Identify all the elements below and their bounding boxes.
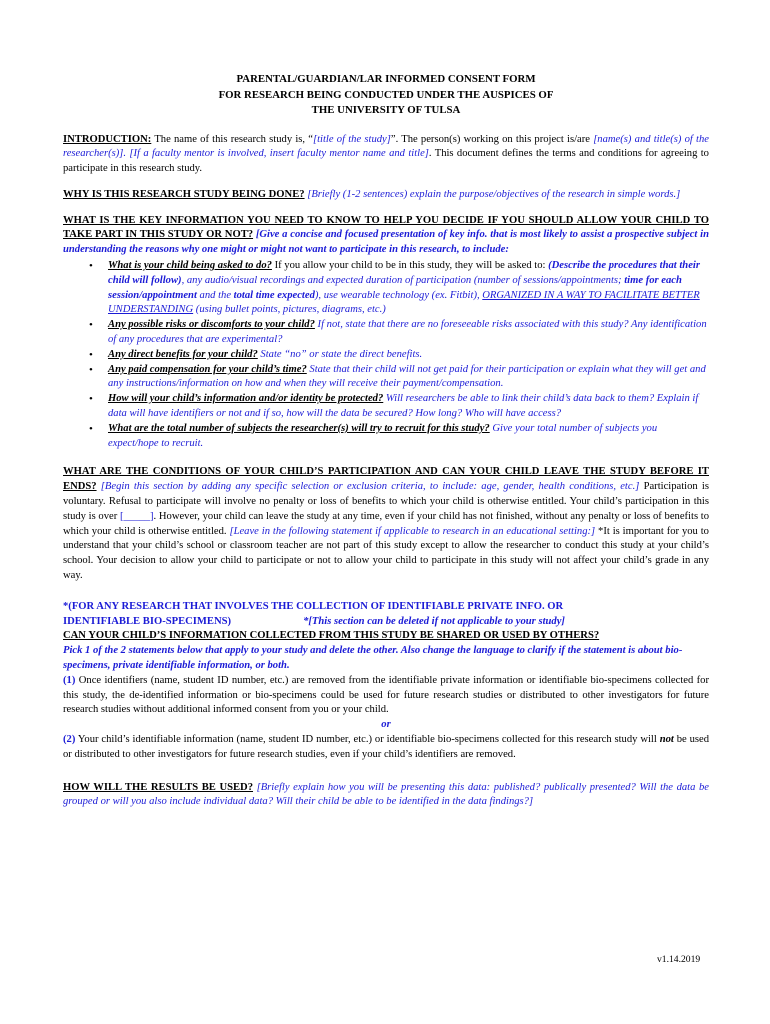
bullet-icon: •: [89, 260, 93, 273]
consent-form-page: [63, 72, 709, 810]
sharing-option-1: [63, 674, 709, 718]
bullet-icon: •: [89, 422, 93, 435]
bullet-instruction: , any audio/visual recordings and expected duration of participation (number of sessions/appointments;: [181, 274, 625, 286]
mentor-placeholder: [If a faculty mentor is involved, insert faculty mentor name and title]: [129, 148, 429, 160]
conditions-instruction-1: [Begin this section by adding any specific selection or exclusion criteria, to include: age, gender, health conditions, etc.]: [96, 481, 640, 493]
bullet-instruction: (using bullet points, pictures, diagrams, etc.): [193, 304, 386, 316]
option-1-number: (1): [63, 674, 76, 686]
intro-text-1: The name of this research study is, “: [151, 133, 313, 145]
bullet-instruction: Will researchers be able to link their child’s data back to them? Explain if data will have identifiers or not and if so, how will the data be secured? How long? Who will have access?: [108, 393, 699, 420]
bullet-instruction: If not, state that there are no foreseeable risks associated with this study? Any identification of any procedures that are experimental?: [108, 319, 707, 346]
bullet-question: Any paid compensation for your child’s time?: [108, 363, 307, 375]
sharing-heading: CAN YOUR CHILD’S INFORMATION COLLECTED FROM THIS STUDY BE SHARED OR USED BY OTHERS?: [63, 630, 600, 642]
list-item: [89, 318, 709, 348]
title-line-2: FOR RESEARCH BEING CONDUCTED UNDER THE AUSPICES OF: [218, 88, 554, 101]
intro-text-2: ”. The person(s) working on this project is/are: [390, 133, 594, 145]
title-line-3: THE UNIVERSITY OF TULSA: [311, 104, 461, 116]
option-2-text-1: Your child’s identifiable information (name, student ID number, etc.) or identifiable bio-specimens collected for this research study will: [75, 733, 660, 745]
bullet-instruction: time for each session/appointment: [108, 274, 682, 301]
biospecimen-note-line-2a: IDENTIFIABLE BIO-SPECIMENS): [63, 615, 232, 627]
version-label: v1.14.2019: [657, 954, 701, 965]
introduction-heading: INTRODUCTION:: [63, 133, 152, 145]
bullet-icon: •: [89, 393, 93, 406]
bullet-instruction: (Describe the procedures that their child will follow): [108, 260, 700, 286]
bullet-text: If you allow your child to be in this study, they will be asked to:: [271, 260, 549, 272]
option-2-number: (2): [63, 733, 76, 745]
bullet-icon: •: [89, 319, 93, 332]
biospecimen-delete-note: *[This section can be deleted if not applicable to your study]: [303, 615, 565, 627]
bullet-icon: •: [89, 363, 93, 376]
conditions-text-2: . However, your child can leave the study at any time, even if your child has not finished, without any penalty or loss of benefits to which your child is otherwise entitled.: [63, 510, 710, 537]
why-section: [63, 188, 709, 203]
conditions-section: [63, 465, 709, 583]
bullet-instruction: total time expected: [233, 289, 315, 301]
introduction-section: [63, 133, 709, 177]
form-title: [63, 72, 709, 119]
key-info-heading: WHAT IS THE KEY INFORMATION YOU NEED TO KNOW TO HELP YOU DECIDE IF YOU SHOULD ALLOW YOUR CHILD TO TAKE PART IN THIS STUDY OR NOT?: [63, 214, 709, 241]
option-1-text: Once identifiers (name, student ID number, etc.) are removed from the identifiable private information or identifiable bio-specimens collected for this study, the de-identified information or bio-specimens could be used for future research studies or distributed to other investigators for future research studies without additional informed consent from you or your child.: [63, 674, 709, 716]
key-info-list: [63, 259, 709, 451]
option-2-text-2: be used or distributed to other investigators for future research studies, even if your child’s identifiers are removed.: [63, 733, 709, 760]
option-2-not: not: [659, 733, 674, 745]
bullet-instruction: ), use wearable technology (ex. Fitbit),: [314, 289, 483, 301]
bullet-question: What is your child being asked to do?: [108, 260, 272, 272]
why-instruction: [Briefly (1-2 sentences) explain the purpose/objectives of the research in simple words.]: [304, 188, 681, 200]
key-info-instruction: [Give a concise and focused presentation of key info. that is most likely to assist a prospective subject in understanding the reasons why one might or might not want to participate in this research, to include:: [63, 229, 709, 256]
study-title-placeholder: [title of the study]: [312, 133, 391, 145]
bullet-instruction: State “no” or state the direct benefits.: [257, 348, 423, 360]
key-info-section: [63, 214, 709, 452]
biospecimen-section: [63, 600, 709, 763]
bullet-question: What are the total number of subjects the researcher(s) will try to recruit for this study?: [108, 422, 490, 434]
sharing-instruction: Pick 1 of the 2 statements below that apply to your study and delete the other. Also change the language to clarify if the statement is about bio-specimens, private identifiable information, or both.: [63, 645, 683, 671]
conditions-text-3: *It is important for you to understand that your child’s school or classroom teacher are not part of this study except to allow the researcher to conduct this study at your child’s school. Your decision to allow your child to participate or not to allow your child to participate in this study will not affect your child’s grade in any way.: [63, 525, 709, 582]
bullet-question: Any possible risks or discomforts to your child?: [108, 319, 315, 331]
bullet-instruction: ORGANIZED IN A WAY TO FACILITATE BETTER UNDERSTANDING: [108, 289, 700, 316]
bullet-question: How will your child’s information and/or identity be protected?: [108, 393, 384, 405]
sharing-option-2: [63, 733, 709, 763]
results-instruction: [Briefly explain how you will be presenting this data: published? publically presented? Will the data be grouped or will you also include individual data? Will their child be able to be identified in the data findings?]: [63, 781, 709, 808]
list-item: [89, 259, 709, 318]
conditions-text-1: Participation is voluntary. Refusal to participate will involve no penalty or loss of benefits to which your child is otherwise entitled. Your child’s participation in this study is over: [63, 481, 709, 522]
duration-blank: [_____]: [119, 510, 154, 522]
list-item: [89, 348, 709, 363]
biospecimen-note-line-2: [63, 615, 709, 630]
intro-text-4: . This document defines the terms and conditions for agreeing to participate in this research study.: [63, 148, 709, 175]
why-heading: WHY IS THIS RESEARCH STUDY BEING DONE?: [63, 188, 305, 200]
list-item: [89, 422, 709, 452]
results-heading: HOW WILL THE RESULTS BE USED?: [63, 781, 254, 793]
bullet-instruction: and the: [196, 289, 234, 301]
bullet-instruction: State that their child will not get paid for their participation or explain what they will get and any instructions/information on how and when they will receive their payment/compensation.: [108, 363, 706, 390]
list-item: [89, 392, 709, 422]
bullet-question: Any direct benefits for your child?: [108, 348, 258, 360]
title-line-1: PARENTAL/GUARDIAN/LAR INFORMED CONSENT FORM: [236, 73, 536, 85]
conditions-heading: WHAT ARE THE CONDITIONS OF YOUR CHILD’S PARTICIPATION AND CAN YOUR CHILD LEAVE THE STUDY BEFORE IT ENDS?: [63, 466, 709, 493]
bullet-icon: •: [89, 348, 93, 361]
bullet-instruction: Give your total number of subjects you expect/hope to recruit.: [108, 422, 658, 449]
conditions-instruction-2: [Leave in the following statement if applicable to research in an educational setting:]: [229, 525, 596, 537]
list-item: [89, 363, 709, 393]
or-separator: or: [381, 719, 391, 731]
results-section: [63, 781, 709, 811]
researchers-placeholder: [name(s) and title(s) of the researcher(s)].: [63, 133, 709, 160]
biospecimen-note-line-1: *(FOR ANY RESEARCH THAT INVOLVES THE COLLECTION OF IDENTIFIABLE PRIVATE INFO. OR: [63, 600, 564, 612]
